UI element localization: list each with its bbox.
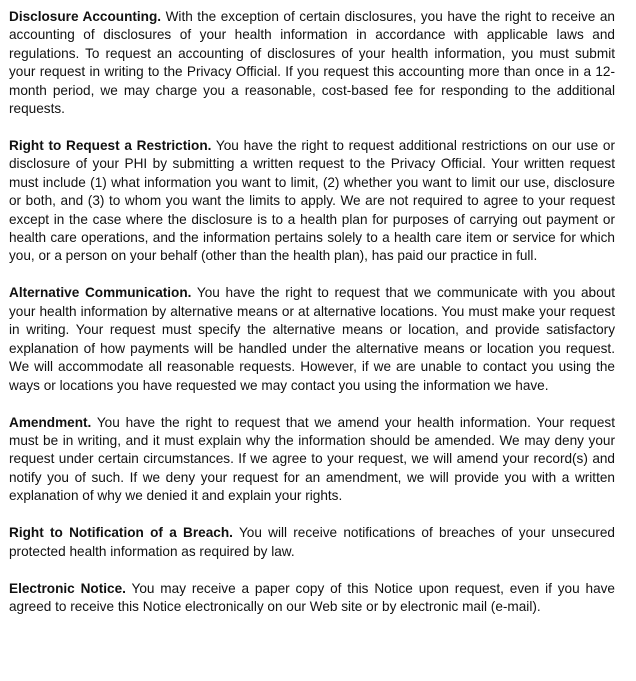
document-body xyxy=(9,8,615,635)
section-breach-notification xyxy=(9,524,615,561)
section-text: You may receive a paper copy of this Notice upon request, even if you have agreed to receive this Notice electronically on our Web site or by electronic mail (e-mail). xyxy=(9,580,615,614)
section-heading: Alternative Communication. xyxy=(9,285,192,301)
section-alternative-communication xyxy=(9,284,615,394)
section-text: You have the right to request that we amend your health information. Your request must be in writing, and it must explain why the information should be amended. We may deny your request under certain circumstances. If we agree to your request, we will amend your record(s) and notify you of such. If we deny your request for an amendment, we will provide you with a written explanation of why we denied it and explain your rights. xyxy=(9,414,616,504)
section-heading: Disclosure Accounting. xyxy=(9,9,162,24)
section-electronic-notice xyxy=(9,580,615,617)
section-heading: Electronic Notice. xyxy=(9,580,126,596)
section-disclosure-accounting xyxy=(9,8,615,118)
section-text: With the exception of certain disclosures, you have the right to receive an accounting of disclosures of your health information in accordance with applicable laws and regulations. To request an accounting of disclosures of your health information, you must submit your request in writing to the Privacy Official. If you request this accounting more than once in a 12-month period, we may charge you a reasonable, cost-based fee for responding to the additional requests. xyxy=(9,9,615,117)
section-amendment xyxy=(9,414,615,506)
section-text: You have the right to request additional restrictions on our use or disclosure of your PHI by submitting a written request to the Privacy Official. Your written request must include (1) what information you want to limit, (2) whether you want to limit our use, disclosure or both, and (3) to whom you want the limits to apply. We are not required to agree to your request except in the case where the disclosure is to a health plan for purposes of carrying out payment or health care operations, and the information pertains solely to a health care item or service for which you, or a person on your behalf (other than the health plan), has paid our practice in full. xyxy=(9,138,616,264)
section-text: You have the right to request that we communicate with you about your health information by alternative means or at alternative locations. You must make your request in writing. Your request must specify the alternative means or location, and provide satisfactory explanation of how payments will be handled under the alternative means or location you request. We will accommodate all reasonable requests. However, if we are unable to contact you using the ways or locations you have requested we may contact you using the information we have. xyxy=(9,285,615,393)
section-heading: Amendment. xyxy=(9,414,92,430)
section-heading: Right to Request a Restriction. xyxy=(9,138,212,154)
section-right-to-request-restriction xyxy=(9,137,615,266)
section-heading: Right to Notification of a Breach. xyxy=(9,525,233,541)
section-text: You will receive notifications of breaches of your unsecured protected health information as required by law. xyxy=(9,525,615,559)
